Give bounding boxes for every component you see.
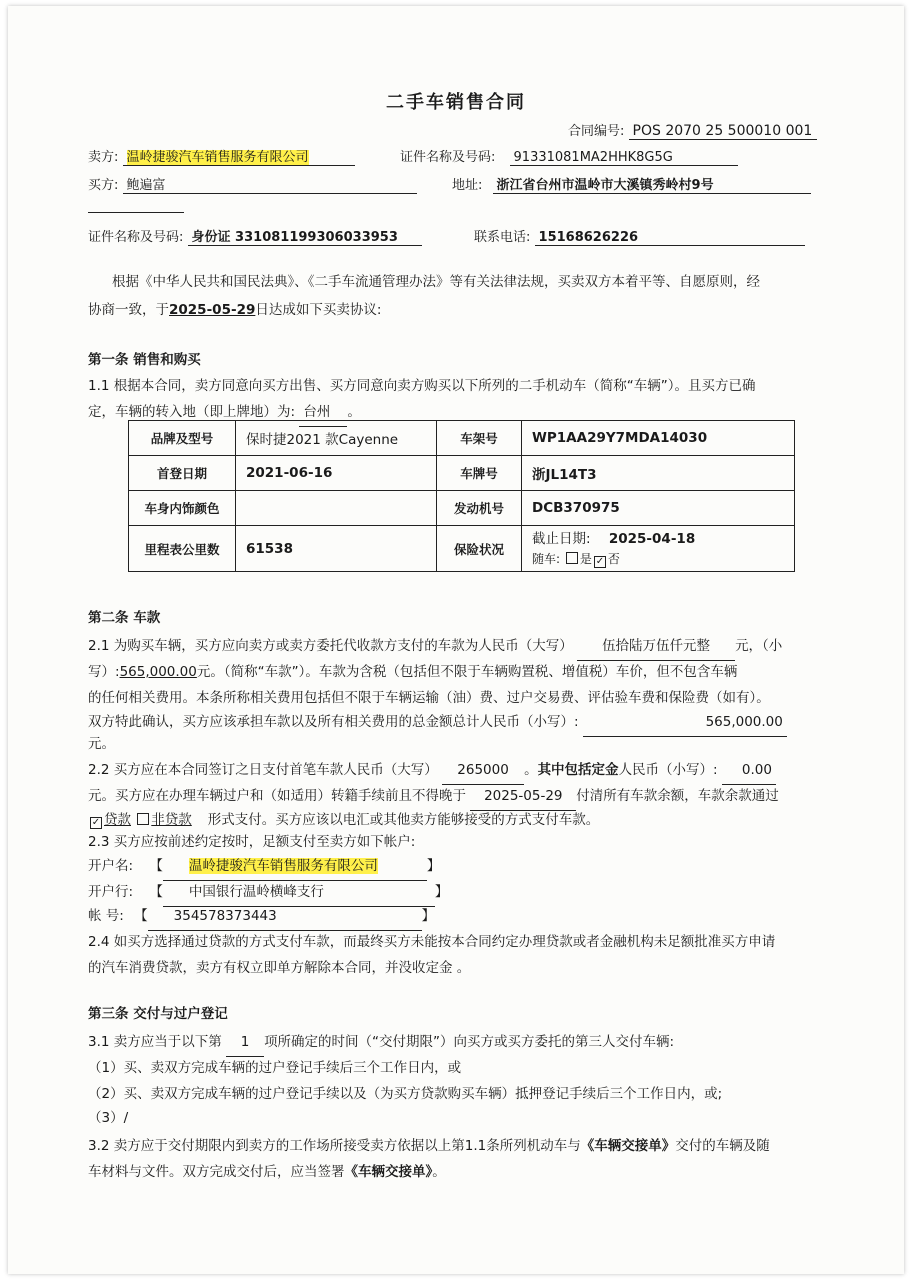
article-3-1-option-3: （3）/: [88, 1110, 129, 1126]
first-payment: 265000: [442, 756, 524, 785]
article-2-1-line-2: 写）:565,000.00元。（简称“车款”）。车款为含税（包括但不限于车辆购置税、增值税）车价，但不包含车辆: [88, 664, 738, 680]
account-bank: 中国银行温岭横峰支行: [188, 884, 324, 900]
reg-date-value: 2021-06-16: [236, 456, 437, 491]
article-3-1: 3.1 卖方应当于以下第 1 项所确定的时间（“交付期限”）向买方或买方委托的第三人交付车辆:: [88, 1028, 674, 1057]
phone-row: 联系电话: 15168626226: [474, 226, 805, 246]
with-car-yes-checkbox[interactable]: [566, 552, 578, 564]
account-number-row: 帐 号: 【 354578373443 】: [88, 902, 435, 931]
article-3-1-option-1: （1）买、卖双方完成车辆的过户登记手续后三个工作日内，或: [88, 1060, 462, 1076]
intro-line-1: 根据《中华人民共和国民法典》、《二手车流通管理办法》等有关法律法规，买卖双方本着平等、自愿原则，经: [112, 274, 760, 290]
article-2-3: 2.3 买方应按前述约定按时，足额支付至卖方如下帐户:: [88, 834, 416, 850]
article-2-4-line-2: 的汽车消费贷款，卖方有权立即单方解除本合同，并没收定金 。: [88, 960, 471, 976]
article-2-1-line-3: 的任何相关费用。本条所称相关费用包括但不限于车辆运输（油）费、过户交易费、评估验车费和保险费（如有）。: [88, 690, 770, 706]
total-amount: 565,000.00: [583, 708, 787, 737]
table-row: [129, 456, 795, 491]
buyer-id: 身份证 331081199306033953: [188, 226, 422, 246]
buyer-row: 买方: 鲍遍富: [88, 174, 417, 194]
insurance-label: 保险状况: [437, 526, 522, 572]
page-title: 二手车销售合同: [386, 92, 526, 113]
seller-id: 91331081MA2HHK8G5G: [510, 150, 738, 166]
intro-line-2: 协商一致，于2025-05-29日达成如下买卖协议:: [88, 302, 382, 318]
account-name: 温岭捷骏汽车销售服务有限公司: [188, 858, 378, 874]
plate-value: 浙JL14T3: [522, 456, 795, 491]
article-1-1-line-2: 定，车辆的转入地（即上牌地）为: 台州 。: [88, 398, 361, 427]
address-row: 地址: 浙江省台州市温岭市大溪镇秀岭村9号: [452, 174, 811, 194]
price-upper: 伍拾陆万伍仟元整: [577, 632, 735, 661]
article-2-2-line-2: 元。买方应在办理车辆过户和（如适用）转籍手续前且不得晚于 2025-05-29 付清所有车款余额，车款余款通过: [88, 782, 779, 811]
contract-number-value: POS 2070 25 500010 001: [629, 123, 817, 140]
price-lower: 565,000.00: [119, 664, 197, 680]
article-2-heading: 第二条 车款: [88, 610, 161, 626]
buyer-id-row: 证件名称及号码: 身份证 331081199306033953: [88, 226, 422, 246]
article-2-2-line-1: 2.2 买方应在本合同签订之日支付首笔车款人民币（大写） 265000 。其中包括定金人民币（小写）: 0.00: [88, 756, 776, 785]
mileage-label: 里程表公里数: [129, 526, 236, 572]
mileage-value: 61538: [236, 526, 437, 572]
seller-name: 温岭捷骏汽车销售服务有限公司: [126, 150, 309, 165]
insurance-value: 截止日期: 2025-04-18 随车: 是 ✓ 否: [522, 526, 795, 572]
address: 浙江省台州市温岭市大溪镇秀岭村9号: [493, 174, 811, 194]
non-loan-checkbox[interactable]: [137, 813, 149, 825]
vin-label: 车架号: [437, 421, 522, 456]
table-row: [129, 421, 795, 456]
buyer-name: 鲍遍富: [123, 174, 417, 194]
table-row: [129, 526, 795, 572]
engine-label: 发动机号: [437, 491, 522, 526]
engine-value: DCB370975: [522, 491, 795, 526]
article-3-2-line-1: 3.2 卖方应于交付期限内到卖方的工作场所接受卖方依据以上第1.1条所列机动车与《车辆交接单》交付的车辆及随: [88, 1138, 770, 1154]
contract-number: 合同编号: POS 2070 25 500010 001: [568, 120, 817, 140]
seller-row: 卖方: 温岭捷骏汽车销售服务有限公司: [88, 146, 355, 166]
with-car-no-checkbox[interactable]: ✓: [595, 555, 605, 567]
reg-date-label: 首登日期: [129, 456, 236, 491]
contract-page: [8, 6, 904, 1274]
plate-label: 车牌号: [437, 456, 522, 491]
article-2-1-line-4: 双方特此确认，买方应该承担车款以及所有相关费用的总金额总计人民币（小写）: 565,000.00: [88, 708, 787, 737]
article-3-2-line-2: 车材料与文件。双方完成交付后，应当签署《车辆交接单》。: [88, 1164, 446, 1180]
address-continuation-line: [88, 212, 184, 213]
destination-city: 台州: [299, 398, 347, 427]
account-number: 354578373443: [173, 908, 277, 924]
brand-label: 品牌及型号: [129, 421, 236, 456]
account-name-row: 开户名: 【 温岭捷骏汽车销售服务有限公司 】: [88, 852, 440, 881]
article-3-1-option-2: （2）买、卖双方完成车辆的过户登记手续以及（为买方贷款购买车辆）抵押登记手续后三个工作日内，或;: [88, 1086, 723, 1102]
vin-value: WP1AA29Y7MDA14030: [522, 421, 795, 456]
color-label: 车身内饰颜色: [129, 491, 236, 526]
article-2-1-line-5: 元。: [88, 736, 115, 752]
article-1-1-line-1: 1.1 根据本合同，卖方同意向买方出售、买方同意向卖方购买以下所列的二手机动车（简称“车辆”）。且买方已确: [88, 378, 756, 394]
seller-id-row: 证件名称及号码: 91331081MA2HHK8G5G: [400, 146, 738, 166]
intro-date: 2025-05-29: [169, 302, 256, 318]
insurance-expiry: 2025-04-18: [608, 530, 696, 547]
article-2-2-line-3: ✓ 贷款 非贷款 形式支付。买方应该以电汇或其他卖方能够接受的方式支付车款。: [91, 812, 600, 828]
delivery-option: 1: [226, 1028, 264, 1057]
article-1-heading: 第一条 销售和购买: [88, 352, 201, 368]
table-row: [129, 491, 795, 526]
vehicle-table: [128, 420, 795, 572]
article-3-heading: 第三条 交付与过户登记: [88, 1006, 228, 1022]
color-value: [236, 491, 437, 526]
loan-checkbox[interactable]: ✓: [91, 817, 101, 828]
article-2-4-line-1: 2.4 如买方选择通过贷款的方式支付车款，而最终买方未能按本合同约定办理贷款或者金融机构未足额批准买方申请: [88, 934, 776, 950]
deposit-amount: 0.00: [722, 756, 776, 785]
balance-due-date: 2025-05-29: [470, 782, 576, 811]
account-bank-row: 开户行: 【 中国银行温岭横峰支行 】: [88, 878, 448, 907]
article-2-1-line-1: 2.1 为购买车辆，买方应向卖方或卖方委托代收款方支付的车款为人民币（大写） 伍拾陆万伍仟元整 元，（小: [88, 632, 782, 661]
brand-value: 保时捷2021 款Cayenne: [236, 421, 437, 456]
phone: 15168626226: [535, 230, 805, 246]
